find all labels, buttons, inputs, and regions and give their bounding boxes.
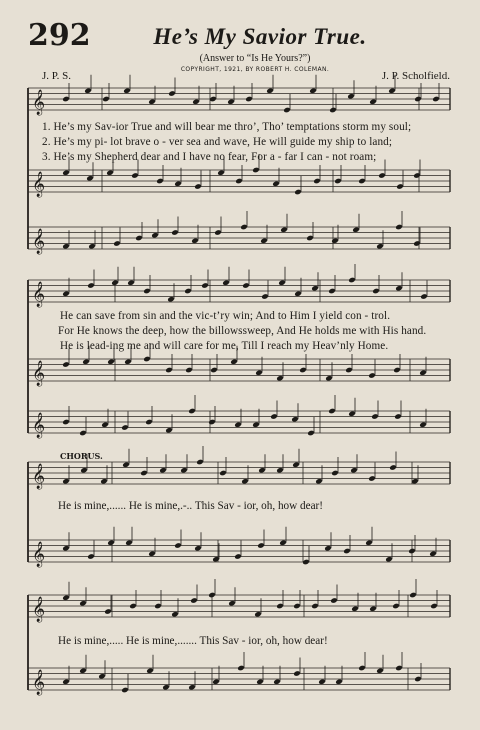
verse-1-line-1: 1. He’s my Sav-ior True and will bear me thro’, Tho’ temptations storm my soul; — [42, 121, 412, 133]
svg-text:𝄞: 𝄞 — [32, 229, 46, 254]
verse-2-line-2: For He knows the deep, how the billowssweep, And He holds me with His hand. — [58, 325, 427, 337]
svg-text:𝄞: 𝄞 — [32, 542, 46, 567]
svg-text:𝄞: 𝄞 — [32, 282, 46, 307]
chorus-lyric-2: He is mine,..... He is mine,....... This Sav - ior, oh, how dear! — [58, 635, 328, 647]
copyright-notice: COPYRIGHT, 1921, BY ROBERT H. COLEMAN. — [180, 66, 330, 73]
verse-1-line-2: He can save from sin and the vic-t’ry win; And to Him I yield con - trol. — [60, 310, 391, 322]
chorus-label: CHORUS. — [60, 451, 103, 461]
svg-text:𝄞: 𝄞 — [32, 670, 46, 695]
chorus-lyric-1: He is mine,...... He is mine,.-.. This Sav - ior, oh, how dear! — [58, 500, 324, 512]
svg-text:𝄞: 𝄞 — [32, 597, 46, 622]
hymn-title: He’s My Savior True. — [153, 24, 367, 49]
words-author: J. P. S. — [42, 70, 72, 82]
svg-text:𝄞: 𝄞 — [32, 172, 46, 197]
music-composer: J. P. Scholfield. — [381, 70, 450, 82]
verse-2-line-1: 2. He’s my pi- lot brave o - ver sea and wave, He will guide my ship to land; — [42, 136, 393, 148]
svg-text:𝄞: 𝄞 — [32, 90, 46, 115]
hymn-subtitle: (Answer to “Is He Yours?”) — [199, 53, 311, 64]
verse-3-line-1: 3. He’s my Shepherd dear and I have no fear, For a - far I can - not roam; — [42, 151, 377, 163]
svg-text:𝄞: 𝄞 — [32, 464, 46, 489]
verse-3-line-2: He is lead-ing me and will care for me, Till I reach my Heav’nly Home. — [60, 340, 389, 352]
svg-text:𝄞: 𝄞 — [32, 413, 46, 438]
hymn-number: 292 — [28, 18, 91, 53]
svg-text:𝄞: 𝄞 — [32, 361, 46, 386]
